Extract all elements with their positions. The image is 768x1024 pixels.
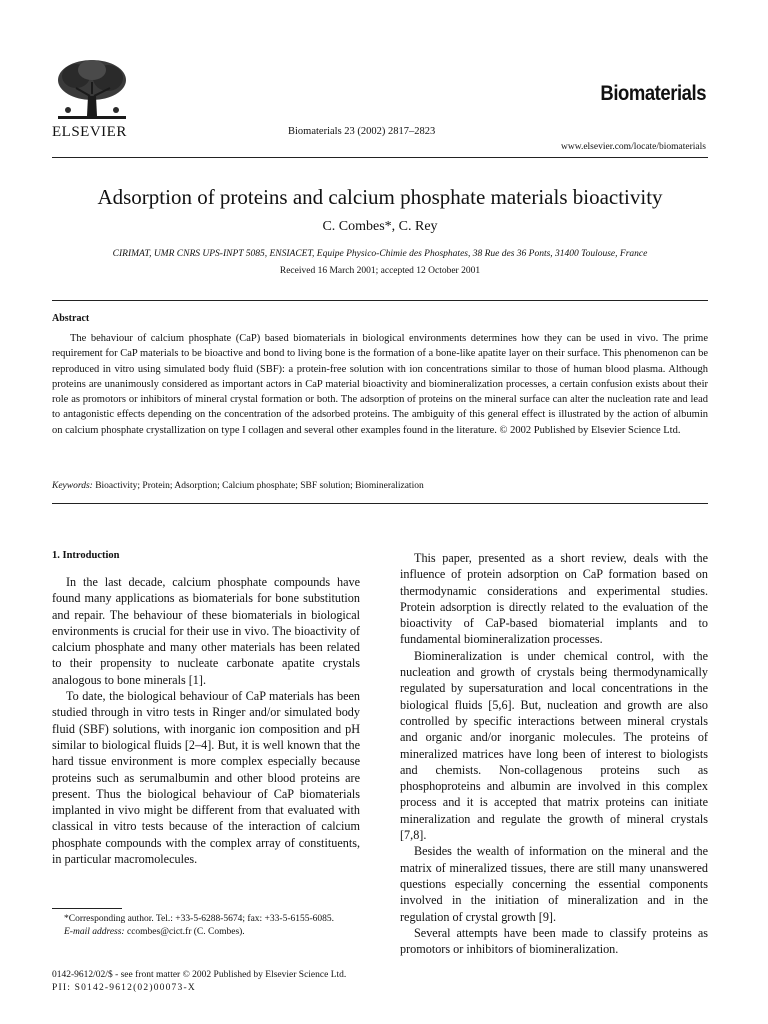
paragraph: Besides the wealth of information on the mineral and the matrix of mineralized tissues, there are still many unanswered questions especially concerning the essential components involved in the initiation of mineralization and in the regulation of crystal growth [9].	[400, 844, 708, 924]
issn-line: 0142-9612/02/$ - see front matter © 2002 Published by Elsevier Science Ltd.	[52, 970, 347, 980]
received-dates: Received 16 March 2001; accepted 12 October 2001	[279, 266, 481, 276]
paragraph: In the last decade, calcium phosphate compounds have found many applications as biomaterials for bone substitution and repair. The behaviour of these biomaterials in biological environments is crucial for their use in vivo. The bioactivity of calcium phosphate and many other materials has been related to their propensity to nucleate carbonate apatite crystals analogous to bone minerals [1].	[52, 575, 360, 687]
corresponding-author-note: *Corresponding author. Tel.: +33-5-6288-5674; fax: +33-5-6155-6085.	[64, 914, 335, 924]
journal-citation: Biomaterials 23 (2002) 2817–2823	[288, 126, 436, 137]
journal-url[interactable]: www.elsevier.com/locate/biomaterials	[560, 142, 706, 152]
header-rule	[52, 157, 708, 158]
paragraph: To date, the biological behaviour of CaP materials has been studied through in vitro tests in Ringer and/or simulated body fluid (SBF) solutions, with inorganic ion composition and pH similar to biological fluids [2–4]. But, it is well known that the hard tissue environment is more complex especially because proteins such as serumalbumin and other blood proteins are present. Thus the biological behaviour of CaP biomaterials implanted in vivo might be different from that evaluated with classical in vitro tests because of the interaction of calcium phosphate compounds with the complex array of constituents, in particular macromolecules.	[52, 689, 360, 867]
author-affiliation: CIRIMAT, UMR CNRS UPS-INPT 5085, ENSIACET, Equipe Physico-Chimie des Phosphates, 38 Rue des 36 Ponts, 31400 Toulouse, France	[112, 249, 648, 259]
abstract-heading: Abstract	[52, 313, 90, 324]
keywords-list: Bioactivity; Protein; Adsorption; Calcium phosphate; SBF solution; Biomineralization	[95, 481, 424, 491]
abstract-bottom-rule	[52, 503, 708, 504]
journal-name: Biomaterials	[600, 82, 706, 105]
article-authors: C. Combes*, C. Rey	[322, 219, 438, 234]
section-heading-introduction: 1. Introduction	[52, 550, 120, 561]
publisher-logo	[52, 58, 132, 141]
paragraph: Biomineralization is under chemical control, with the nucleation and growth of crystals being thermodynamically regulated by supersaturation and local concentrations in the biological fluids [5,6]. But, nucleation and growth are also controlled by specific interactions between mineral crystals and organic and/or inorganic molecules. The proteins of mineralized matrices have long been of interest to biologists and chemists. Non-collagenous proteins such as phosphoproteins and albumin are involved in this complex process and it is accepted that matrix proteins can initiate mineralization and regulate the growth of mineral crystals [7,8].	[400, 648, 708, 843]
keywords-line	[52, 481, 424, 491]
abstract-top-rule	[52, 300, 708, 301]
elsevier-tree-icon	[54, 58, 130, 122]
issn-block	[52, 969, 346, 995]
email-address[interactable]: ccombes@cict.fr (C. Combes).	[126, 926, 245, 937]
publisher-name: ELSEVIER	[52, 124, 127, 140]
footnote	[52, 913, 360, 938]
footnote-rule	[52, 908, 122, 909]
right-column	[400, 550, 708, 957]
email-label: E-mail address:	[64, 926, 125, 937]
paragraph: This paper, presented as a short review, deals with the influence of protein adsorption on CaP formation based on thermodynamic considerations and experimental studies. Protein adsorption is directly related to the evaluation of the bioactivity of CaP-based biomaterial implants and to fundamental biomineralization processes.	[400, 551, 708, 647]
pii-line: PII: S0142-9612(02)00073-X	[52, 983, 196, 993]
keywords-label: Keywords:	[52, 481, 93, 491]
email-line	[52, 926, 360, 939]
article-title: Adsorption of proteins and calcium phosphate materials bioactivity	[97, 185, 663, 209]
paragraph: Several attempts have been made to classify proteins as promotors or inhibitors of biomineralization.	[400, 925, 708, 957]
left-column	[52, 574, 360, 867]
abstract-text: The behaviour of calcium phosphate (CaP) based biomaterials in biological environments determines how they can be used in vivo. The prime requirement for CaP materials to be bioactive and bond to living bone is the formation of a bone-like apatite layer on their surface. This phenomenon can be reproduced in vitro using simulated body fluid (SBF): a protein-free solution with ion concentrations similar to those of human blood plasma. Although proteins are unanimously considered as important actors in CaP material bioactivity and biomineralization processes, a certain confusion exists about their role as promotors or inhibitors of mineral crystal formation or both. The adsorption of proteins on the mineral surface can alter the nucleation rate and lead to antagonistic effects depending on the concentration of the adsorbed proteins. The ambiguity of this general effect is illustrated by the action of albumin on calcium phosphate crystallization on type I collagen and several other examples found in the literature. © 2002 Published by Elsevier Science Ltd.	[52, 333, 708, 436]
